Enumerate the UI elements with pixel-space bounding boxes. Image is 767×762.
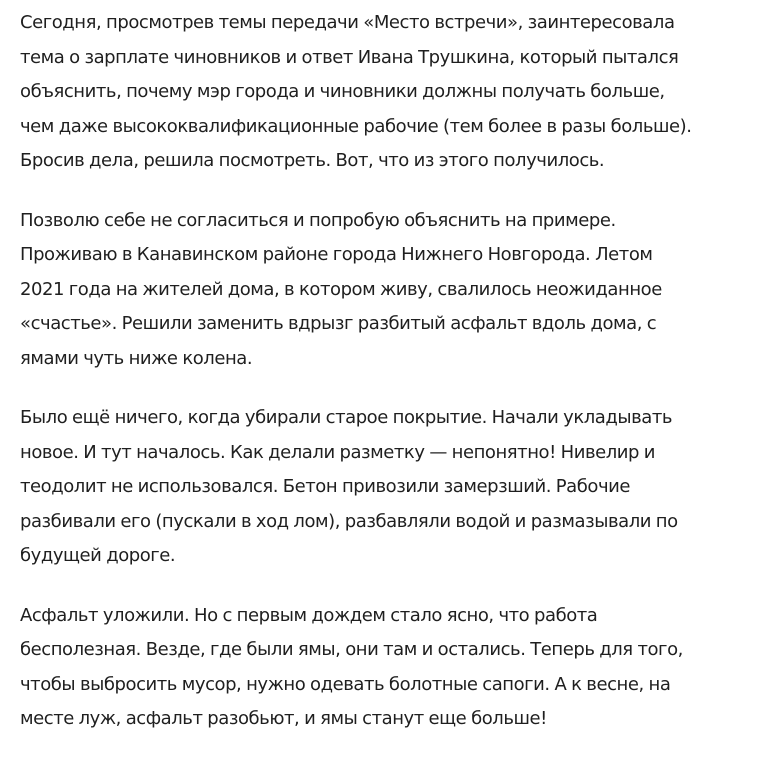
paragraph-line: Асфальт уложили. Но с первым дождем стало ясно, что работа (20, 604, 598, 626)
paragraph-line: теодолит не использовался. Бетон привозили замерзший. Рабочие (20, 476, 631, 497)
paragraph-line: объяснить, почему мэр города и чиновники должны получать больше, (20, 81, 665, 102)
paragraph-1 (20, 6, 765, 179)
paragraph-line: Проживаю в Канавинском районе города Нижнего Новгорода. Летом (20, 244, 653, 265)
paragraph-line: ямами чуть ниже колена. (20, 347, 253, 369)
paragraph-line: чем даже высококвалификационные рабочие (тем более в разы больше). (20, 115, 692, 137)
paragraph-line: Позволю себе не согласиться и попробую объяснить на примере. (20, 209, 616, 231)
paragraph-line: Было ещё ничего, когда убирали старое покрытие. Начали укладывать (20, 407, 673, 428)
paragraph-line: 2021 года на жителей дома, в котором живу, свалилось неожиданное (20, 278, 662, 300)
paragraph-line: тема о зарплате чиновников и ответ Ивана Трушкина, который пытался (20, 46, 679, 68)
paragraph-line: Бросив дела, решила посмотреть. Вот, что из этого получилось. (20, 150, 605, 171)
paragraph-line: будущей дороге. (20, 545, 176, 566)
paragraph-3 (20, 401, 765, 574)
paragraph-line: «счастье». Решили заменить вдрызг разбитый асфальт вдоль дома, с (20, 313, 657, 334)
paragraph-4 (20, 599, 765, 737)
paragraph-2 (20, 204, 765, 377)
paragraph-line: чтобы выбросить мусор, нужно одевать болотные сапоги. А к весне, на (20, 673, 671, 695)
paragraph-line: разбивали его (пускали в ход лом), разбавляли водой и размазывали по (20, 510, 678, 532)
paragraph-line: бесполезная. Везде, где были ямы, они там и остались. Теперь для того, (20, 639, 683, 660)
paragraph-line: Сегодня, просмотрев темы передачи «Место встречи», заинтересовала (20, 12, 675, 33)
article-body (20, 6, 765, 762)
paragraph-line: месте луж, асфальт разобьют, и ямы станут еще больше! (20, 708, 547, 729)
paragraph-line: новое. И тут началось. Как делали разметку — непонятно! Нивелир и (20, 441, 656, 463)
